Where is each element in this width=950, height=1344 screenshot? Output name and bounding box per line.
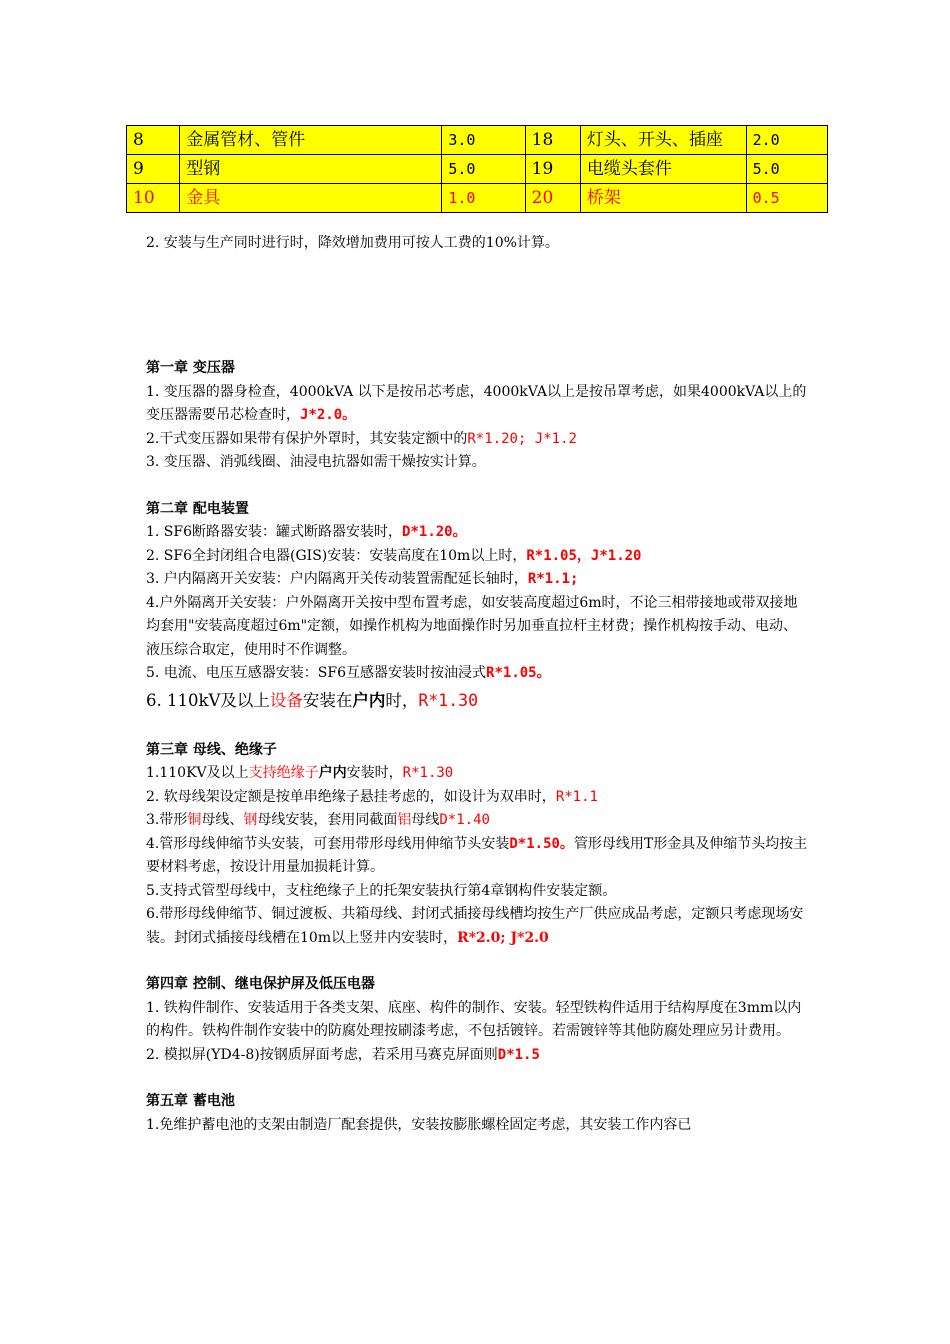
factor: R*1.30	[402, 765, 454, 781]
cell-no: 19	[525, 155, 580, 184]
cell-rate: 0.5	[746, 184, 827, 213]
chapter-title: 第三章 母线、绝缘子	[146, 741, 277, 758]
chapter-title: 第二章 配电装置	[146, 500, 249, 517]
paragraph: 1. 铁构件制作、安装适用于各类支架、底座、构件的制作、安装。轻型铁构件适用于结构厚度在3mm以内的构件。铁构件制作安装中的防腐处理按刷漆考虑，不包括镀锌。若需镀锌等其他防腐处理应另计费用。	[146, 999, 802, 1039]
highlight: 铝	[397, 812, 412, 828]
factor: D*1.5	[497, 1046, 540, 1063]
factor: R*1.1	[555, 788, 598, 805]
chapter-2	[146, 498, 810, 716]
text: 时，	[385, 690, 419, 710]
chapter-title: 第四章 控制、继电保护屏及低压电器	[146, 976, 375, 992]
paragraph	[146, 545, 810, 569]
cell-name: 桥架	[580, 184, 746, 213]
factor: D*1.20。	[402, 524, 467, 540]
text: 母线、	[201, 812, 244, 828]
emphasis: 户内	[352, 690, 386, 710]
text: 2. 软母线架设定额是按单串绝缘子悬挂考虑的，如设计为双串时，	[146, 788, 556, 805]
cell-name: 金具	[180, 184, 442, 213]
cell-no: 20	[525, 184, 580, 213]
cell-name: 电缆头套件	[580, 155, 746, 184]
text: 6.带形母线伸缩节、铜过渡板、共箱母线、封闭式插接母线槽均按生产厂供应成品考虑，定额只考虑现场安装。封闭式插接母线槽在10m以上竖井内安装时，	[146, 906, 804, 946]
paragraph: 4.户外隔离开关安装：户外隔离开关按中型布置考虑，如安装高度超过6m时，不论三相带接地或带双接地均套用"安装高度超过6m"定额，如操作机构为地面操作时另加垂直拉杆主材费；操作机构按手动、电动、液压综合取定，使用时不作调整。	[146, 594, 798, 658]
paragraph	[146, 686, 810, 716]
cell-no: 10	[127, 184, 180, 213]
text: 4.管形母线伸缩节头安装，可套用带形母线用伸缩节头安装	[146, 835, 510, 852]
highlight: 设备	[269, 690, 303, 710]
text: 安装在	[302, 690, 353, 710]
paragraph	[146, 833, 810, 880]
cell-rate: 5.0	[442, 155, 525, 184]
text: 3.带形	[146, 812, 188, 828]
paragraph	[146, 381, 810, 428]
table-note: 2. 安装与生产同时进行时，降效增加费用可按人工费的10%计算。	[146, 235, 559, 251]
highlight: 钢	[243, 812, 258, 828]
text: 2. SF6全封闭组合电器(GIS)安装：安装高度在10m以上时，	[146, 547, 527, 564]
text: 3. 户内隔离开关安装：户内隔离开关传动装置需配延长轴时，	[146, 571, 528, 587]
text: 母线	[411, 812, 440, 828]
chapter-title: 第五章 蓄电池	[146, 1093, 235, 1109]
factor: R*1.1;	[527, 571, 579, 587]
paragraph	[146, 903, 810, 950]
cell-rate: 5.0	[746, 155, 827, 184]
cell-no: 8	[127, 126, 180, 155]
factor: R*1.30	[418, 690, 479, 710]
chapter-1	[146, 357, 810, 475]
text: 1. SF6断路器安装：罐式断路器安装时，	[146, 524, 403, 540]
factor: D*1.40	[439, 812, 490, 828]
factor: D*1.50。	[509, 835, 574, 852]
chapter-4	[146, 973, 810, 1067]
text: 2. 模拟屏(YD4-8)按钢质屏面考虑，若采用马赛克屏面则	[146, 1046, 498, 1063]
text: 2.干式变压器如果带有保护外罩时，其安装定额中的	[146, 430, 468, 447]
cell-no: 9	[127, 155, 180, 184]
rate-table	[126, 125, 828, 213]
cell-rate: 3.0	[442, 126, 525, 155]
text: 1.110KV及以上	[146, 765, 249, 781]
paragraph: 5.支持式管型母线中，支柱绝缘子上的托架安装执行第4章钢构件安装定额。	[146, 882, 617, 899]
highlight: 支持绝缘子	[248, 765, 319, 781]
text: 1. 变压器的器身检查，4000kVA 以下是按吊芯考虑，4000kVA以上是按吊罩考虑，如果4000kVA以上的变压器需要吊芯检查时，	[146, 383, 807, 423]
cell-name: 金属管材、管件	[180, 126, 442, 155]
factor: R*2.0; J*2.0	[457, 929, 549, 946]
paragraph	[146, 568, 810, 592]
factor: R*1.05，J*1.20	[526, 547, 642, 564]
factor: J*2.0。	[300, 407, 357, 423]
cell-no: 18	[525, 126, 580, 155]
text: 6. 110kV及以上	[146, 690, 270, 710]
highlight: 铜	[187, 812, 202, 828]
factor: R*1.20; J*1.2	[467, 430, 577, 447]
chapter-list	[146, 357, 810, 1160]
cell-name: 型钢	[180, 155, 442, 184]
paragraph	[146, 428, 810, 452]
paragraph	[146, 786, 810, 810]
table-row	[127, 155, 828, 184]
cell-name: 灯头、开头、插座	[580, 126, 746, 155]
paragraph: 3. 变压器、消弧线圈、油浸电抗器如需干燥按实计算。	[146, 454, 486, 470]
text: 5. 电流、电压互感器安装：SF6互感器安装时按油浸式	[146, 665, 487, 681]
paragraph: 1.免维护蓄电池的支架由制造厂配套提供，安装按膨胀螺栓固定考虑，其安装工作内容已	[146, 1116, 692, 1133]
text: 母线安装，套用同截面	[257, 812, 398, 828]
factor: R*1.05。	[486, 665, 551, 681]
cell-rate: 2.0	[746, 126, 827, 155]
cell-rate: 1.0	[442, 184, 525, 213]
paragraph	[146, 521, 810, 545]
paragraph	[146, 1044, 810, 1068]
text: 安装时，	[346, 765, 403, 781]
chapter-title: 第一章 变压器	[146, 360, 235, 376]
chapter-3	[146, 739, 810, 951]
paragraph	[146, 809, 810, 833]
paragraph	[146, 762, 810, 786]
emphasis: 户内	[318, 765, 347, 781]
chapter-5	[146, 1090, 810, 1137]
table-row-highlighted	[127, 184, 828, 213]
paragraph	[146, 662, 810, 686]
text: 管形母线用T形金具及伸缩节头均按主要材料考虑，按设计用量加损耗计算。	[146, 835, 808, 875]
table-row	[127, 126, 828, 155]
